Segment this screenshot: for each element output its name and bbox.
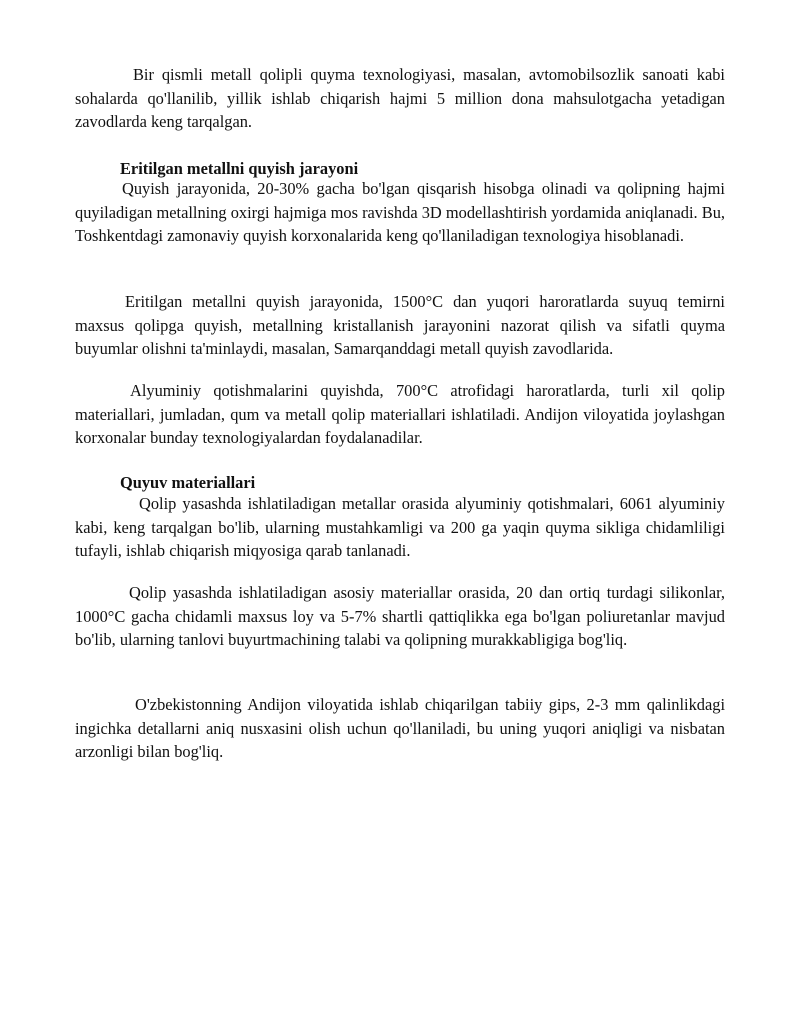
paragraph-molten-iron: Eritilgan metallni quyish jarayonida, 1500°C dan yuqori haroratlarda suyuq temirni maxsus qolipga quyish, metallning kristallanish jarayonini nazorat qilish va sifatli quyma buyumlar olishni ta'minlaydi, masalan, Samarqanddagi metall quyish zavodlarida. xyxy=(75,292,725,359)
section-heading-materials: Quyuv materiallari xyxy=(120,473,256,492)
paragraph-mold-materials: Qolip yasashda ishlatiladigan asosiy materiallar orasida, 20 dan ortiq turdagi silikonlar, 1000°C gacha chidamli maxsus loy va 5-7% shartli qattiqlikka ega bo'lgan poliuretanlar mavjud bo'lib, ularning tanlovi buyurtmachining talabi va qolipning murakkabligiga bog'liq. xyxy=(75,583,725,650)
section-heading-pouring: Eritilgan metallni quyish jarayoni xyxy=(120,159,359,178)
paragraph-mold-metals: Qolip yasashda ishlatiladigan metallar orasida alyuminiy qotishmalari, 6061 alyuminiy kabi, keng tarqalgan bo'lib, ularning mustahkamligi va 200 ga yaqin quyma sikliga chidamliligi tufayli, ishlab chiqarish miqyosiga qarab tanlanadi. xyxy=(75,494,725,561)
paragraph-gypsum: O'zbekistonning Andijon viloyatida ishlab chiqarilgan tabiiy gips, 2-3 mm qalinlikdagi ingichka detallarni aniq nusxasini olish uchun qo'llaniladi, bu uning yuqori aniqligi va nisbatan arzonligi bilan bog'liq. xyxy=(75,695,725,762)
paragraph-intro: Bir qismli metall qolipli quyma texnologiyasi, masalan, avtomobilsozlik sanoati kabi sohalarda qo'llanilib, yillik ishlab chiqarish hajmi 5 million dona mahsulotgacha yetadigan zavodlarda keng tarqalgan. xyxy=(75,65,725,132)
paragraph-shrinkage: Quyish jarayonida, 20-30% gacha bo'lgan qisqarish hisobga olinadi va qolipning hajmi quyiladigan metallning oxirgi hajmiga mos ravishda 3D modellashtirish yordamida aniqlanadi. Bu, Toshkentdagi zamonaviy quyish korxonalarida keng qo'llaniladigan texnologiya hisoblanadi. xyxy=(75,179,725,246)
paragraph-aluminium-alloys: Alyuminiy qotishmalarini quyishda, 700°C atrofidagi haroratlarda, turli xil qolip materiallari, jumladan, qum va metall qolip materiallari ishlatiladi. Andijon viloyatida joylashgan korxonalar bunday texnologiyalardan foydalanadilar. xyxy=(75,381,725,448)
